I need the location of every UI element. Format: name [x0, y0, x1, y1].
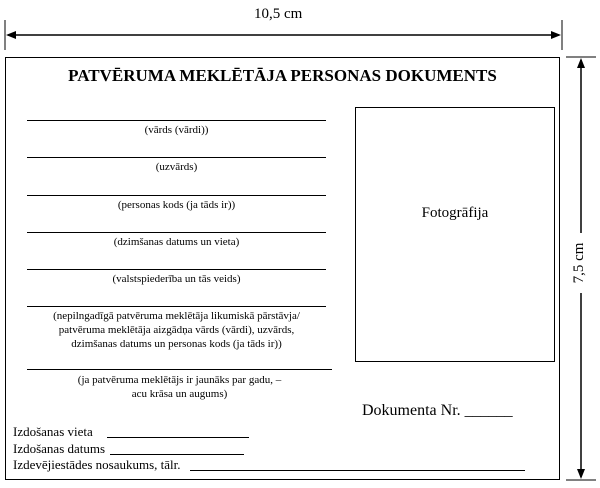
issue-date-line[interactable] [110, 454, 244, 455]
field-caption-surname: (uzvārds) [155, 161, 198, 173]
field-caption-representative [17, 309, 336, 351]
caption-line: (nepilngadīgā patvēruma meklētāja likumiskā pārstāvja/ [53, 310, 300, 322]
issuing-authority-label: Izdevējiestādes nosaukums, tālr. [13, 457, 181, 472]
caption-line: dzimšanas datums un personas kods (ja tāds ir)) [71, 338, 282, 350]
caption-line: (ja patvēruma meklētājs ir jaunāks par gadu, – [77, 374, 282, 386]
document-title: PATVĒRUMA MEKLĒTĀJA PERSONAS DOKUMENTS [68, 66, 497, 85]
field-caption-citizenship: (valstspiederība un tās veids) [112, 273, 241, 285]
issue-date-label: Izdošanas datums [13, 441, 106, 456]
height-dimension-label: 7,5 cm [571, 233, 588, 293]
field-line-name[interactable] [27, 120, 326, 121]
document-number-label: Dokumenta Nr. ______ [362, 402, 513, 419]
field-line-personal-code[interactable] [27, 195, 326, 196]
photo-box[interactable] [355, 107, 555, 362]
field-line-representative[interactable] [27, 306, 326, 307]
caption-line: patvēruma meklētāja aizgādņa vārds (vārdi), uzvārds, [58, 324, 295, 336]
field-caption-name: (vārds (vārdi)) [144, 124, 209, 136]
photo-label: Fotogrāfija [421, 205, 489, 221]
field-caption-personal-code: (personas kods (ja tāds ir)) [117, 199, 236, 211]
issue-place-label: Izdošanas vieta [13, 424, 93, 439]
field-line-citizenship[interactable] [27, 269, 326, 270]
caption-line: acu krāsa un augums) [131, 388, 228, 400]
field-line-birth[interactable] [27, 232, 326, 233]
field-caption-birth: (dzimšanas datums un vieta) [113, 236, 240, 248]
field-caption-eye-color-height [27, 373, 332, 401]
issuing-authority-line[interactable] [190, 470, 525, 471]
width-dimension-label: 10,5 cm [250, 6, 306, 23]
field-line-eye-color-height[interactable] [27, 369, 332, 370]
field-line-surname[interactable] [27, 157, 326, 158]
issue-place-line[interactable] [107, 437, 249, 438]
